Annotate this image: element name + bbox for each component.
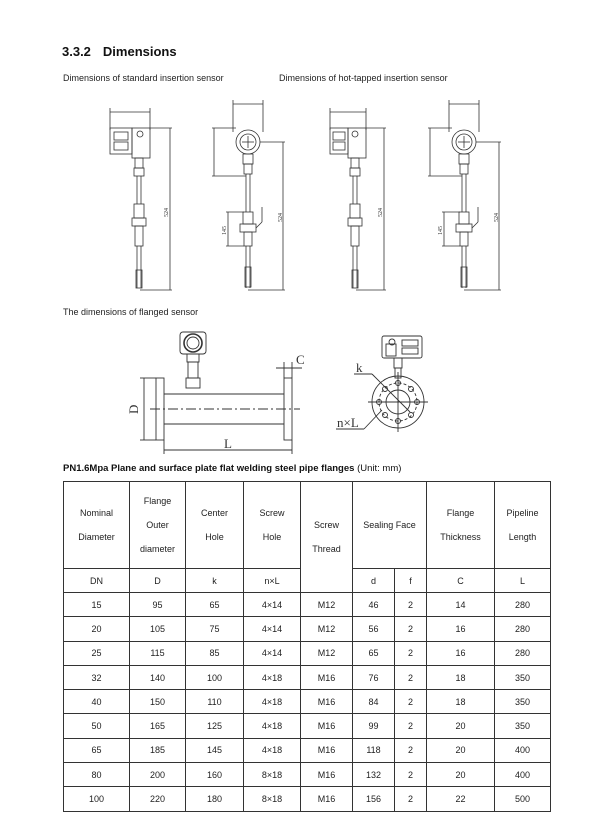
header-center-hole bbox=[186, 482, 244, 569]
symbol-d-seal: d bbox=[353, 569, 395, 593]
cell-pipeline-length: 500 bbox=[495, 787, 551, 811]
table-header-row bbox=[64, 482, 551, 569]
caption-hot-tapped-sensor: Dimensions of hot-tapped insertion sensor bbox=[279, 73, 448, 83]
cell-seal-d: 84 bbox=[353, 690, 395, 714]
flanged-sensor-end-view bbox=[336, 336, 428, 432]
cell-pipeline-length: 400 bbox=[495, 738, 551, 762]
cell-center-hole: 145 bbox=[186, 738, 244, 762]
cell-flange-thickness: 20 bbox=[427, 738, 495, 762]
cell-screw-hole: 4×18 bbox=[244, 690, 301, 714]
cell-flange-outer: 150 bbox=[130, 690, 186, 714]
header-flange-outer-diameter bbox=[130, 482, 186, 569]
dim-total-length-3: 524 bbox=[378, 208, 384, 217]
header-sealing-face: Sealing Face bbox=[353, 482, 427, 569]
header-line: Nominal bbox=[79, 508, 113, 518]
table-row bbox=[64, 714, 551, 738]
cell-dn: 25 bbox=[64, 641, 130, 665]
header-line: Pipeline bbox=[506, 508, 539, 518]
table-row bbox=[64, 641, 551, 665]
dim-center-hole-k: k bbox=[356, 360, 363, 375]
cell-screw-hole: 4×14 bbox=[244, 617, 301, 641]
cell-screw-thread: M12 bbox=[301, 641, 353, 665]
table-row bbox=[64, 665, 551, 689]
section-title: Dimensions bbox=[102, 44, 177, 59]
table-row bbox=[64, 593, 551, 617]
cell-flange-outer: 185 bbox=[130, 738, 186, 762]
cell-screw-hole: 4×14 bbox=[244, 593, 301, 617]
dim-valve-length-2: 145 bbox=[438, 226, 444, 235]
cell-seal-f: 2 bbox=[395, 738, 427, 762]
header-line: Flange bbox=[143, 496, 172, 506]
symbol-l: L bbox=[495, 569, 551, 593]
cell-flange-thickness: 22 bbox=[427, 787, 495, 811]
standard-sensor-front-view bbox=[212, 100, 285, 290]
hot-tapped-sensor-front-view bbox=[428, 100, 501, 290]
header-line: Flange bbox=[446, 508, 475, 518]
symbol-k: k bbox=[186, 569, 244, 593]
cell-seal-d: 76 bbox=[353, 665, 395, 689]
dim-pipeline-L: L bbox=[224, 436, 232, 451]
cell-screw-thread: M16 bbox=[301, 714, 353, 738]
cell-flange-outer: 115 bbox=[130, 641, 186, 665]
cell-screw-thread: M16 bbox=[301, 763, 353, 787]
cell-center-hole: 110 bbox=[186, 690, 244, 714]
cell-seal-f: 2 bbox=[395, 690, 427, 714]
cell-pipeline-length: 350 bbox=[495, 714, 551, 738]
cell-center-hole: 180 bbox=[186, 787, 244, 811]
cell-dn: 80 bbox=[64, 763, 130, 787]
cell-seal-d: 156 bbox=[353, 787, 395, 811]
header-pipeline-length bbox=[495, 482, 551, 569]
cell-center-hole: 160 bbox=[186, 763, 244, 787]
section-number: 3.3.2 bbox=[62, 44, 91, 59]
header-line: Hole bbox=[205, 532, 224, 542]
dim-total-length-2: 524 bbox=[278, 213, 284, 222]
header-screw-hole bbox=[244, 482, 301, 569]
symbol-nxl: n×L bbox=[244, 569, 301, 593]
dim-total-length: 524 bbox=[164, 208, 170, 217]
cell-flange-outer: 165 bbox=[130, 714, 186, 738]
cell-center-hole: 125 bbox=[186, 714, 244, 738]
cell-flange-outer: 95 bbox=[130, 593, 186, 617]
header-line: Screw bbox=[259, 508, 285, 518]
table-row bbox=[64, 787, 551, 811]
table-title: PN1.6Mpa Plane and surface plate flat welding steel pipe flanges bbox=[63, 463, 355, 474]
table-row bbox=[64, 738, 551, 762]
header-line: Hole bbox=[262, 532, 282, 542]
dim-valve-length: 145 bbox=[222, 226, 228, 235]
table-body bbox=[64, 593, 551, 812]
header-line: Center bbox=[200, 508, 228, 518]
cell-flange-thickness: 16 bbox=[427, 617, 495, 641]
caption-standard-sensor: Dimensions of standard insertion sensor bbox=[63, 73, 224, 83]
header-screw-thread bbox=[301, 482, 353, 593]
cell-pipeline-length: 400 bbox=[495, 763, 551, 787]
cell-center-hole: 100 bbox=[186, 665, 244, 689]
cell-seal-d: 118 bbox=[353, 738, 395, 762]
header-line: Screw bbox=[313, 520, 339, 530]
cell-screw-hole: 4×18 bbox=[244, 665, 301, 689]
header-line: Thickness bbox=[440, 532, 481, 542]
dim-total-length-4: 524 bbox=[494, 213, 500, 222]
table-caption bbox=[63, 463, 401, 474]
cell-seal-f: 2 bbox=[395, 593, 427, 617]
cell-screw-thread: M16 bbox=[301, 738, 353, 762]
cell-flange-thickness: 14 bbox=[427, 593, 495, 617]
cell-dn: 50 bbox=[64, 714, 130, 738]
table-unit: (Unit: mm) bbox=[357, 463, 402, 474]
cell-dn: 32 bbox=[64, 665, 130, 689]
cell-flange-outer: 200 bbox=[130, 763, 186, 787]
cell-seal-d: 65 bbox=[353, 641, 395, 665]
cell-screw-hole: 4×14 bbox=[244, 641, 301, 665]
dim-flange-C: C bbox=[296, 352, 305, 367]
cell-dn: 15 bbox=[64, 593, 130, 617]
insertion-sensor-drawings bbox=[90, 92, 540, 292]
table-row bbox=[64, 763, 551, 787]
cell-seal-d: 56 bbox=[353, 617, 395, 641]
flanged-sensor-drawings bbox=[120, 322, 450, 457]
flanged-sensor-side-view bbox=[126, 332, 305, 454]
cell-dn: 40 bbox=[64, 690, 130, 714]
cell-flange-thickness: 18 bbox=[427, 665, 495, 689]
cell-seal-f: 2 bbox=[395, 665, 427, 689]
symbol-dn: DN bbox=[64, 569, 130, 593]
cell-screw-hole: 8×18 bbox=[244, 763, 301, 787]
cell-dn: 100 bbox=[64, 787, 130, 811]
cell-screw-thread: M12 bbox=[301, 593, 353, 617]
cell-dn: 65 bbox=[64, 738, 130, 762]
header-line: Outer bbox=[146, 520, 169, 530]
header-line: Length bbox=[508, 532, 537, 542]
cell-flange-outer: 220 bbox=[130, 787, 186, 811]
cell-seal-f: 2 bbox=[395, 714, 427, 738]
cell-seal-f: 2 bbox=[395, 763, 427, 787]
symbol-f: f bbox=[395, 569, 427, 593]
header-nominal-diameter bbox=[64, 482, 130, 569]
dim-flange-D: D bbox=[126, 404, 141, 414]
cell-center-hole: 65 bbox=[186, 593, 244, 617]
cell-seal-d: 46 bbox=[353, 593, 395, 617]
cell-pipeline-length: 280 bbox=[495, 641, 551, 665]
header-line: Thread bbox=[312, 544, 341, 554]
cell-screw-thread: M16 bbox=[301, 665, 353, 689]
table-row bbox=[64, 617, 551, 641]
cell-seal-f: 2 bbox=[395, 617, 427, 641]
cell-center-hole: 85 bbox=[186, 641, 244, 665]
cell-flange-thickness: 18 bbox=[427, 690, 495, 714]
cell-pipeline-length: 350 bbox=[495, 665, 551, 689]
caption-flanged-sensor: The dimensions of flanged sensor bbox=[63, 307, 199, 317]
cell-flange-outer: 105 bbox=[130, 617, 186, 641]
header-line: Diameter bbox=[78, 532, 115, 542]
cell-flange-thickness: 16 bbox=[427, 641, 495, 665]
cell-pipeline-length: 280 bbox=[495, 593, 551, 617]
cell-screw-hole: 8×18 bbox=[244, 787, 301, 811]
cell-pipeline-length: 350 bbox=[495, 690, 551, 714]
cell-screw-thread: M12 bbox=[301, 617, 353, 641]
hot-tapped-sensor-side-view bbox=[330, 108, 386, 290]
cell-screw-hole: 4×18 bbox=[244, 738, 301, 762]
cell-flange-thickness: 20 bbox=[427, 763, 495, 787]
section-heading bbox=[62, 44, 177, 59]
cell-flange-thickness: 20 bbox=[427, 714, 495, 738]
cell-screw-hole: 4×18 bbox=[244, 714, 301, 738]
flange-dimensions-table bbox=[63, 481, 551, 812]
cell-seal-f: 2 bbox=[395, 641, 427, 665]
standard-sensor-side-view bbox=[110, 108, 172, 290]
cell-seal-d: 99 bbox=[353, 714, 395, 738]
header-line: diameter bbox=[139, 544, 175, 554]
cell-seal-f: 2 bbox=[395, 787, 427, 811]
table-row bbox=[64, 690, 551, 714]
cell-pipeline-length: 280 bbox=[495, 617, 551, 641]
cell-dn: 20 bbox=[64, 617, 130, 641]
cell-flange-outer: 140 bbox=[130, 665, 186, 689]
symbol-c: C bbox=[427, 569, 495, 593]
dim-screw-hole-nxl: n×L bbox=[337, 415, 359, 430]
cell-screw-thread: M16 bbox=[301, 690, 353, 714]
cell-seal-d: 132 bbox=[353, 763, 395, 787]
cell-center-hole: 75 bbox=[186, 617, 244, 641]
cell-screw-thread: M16 bbox=[301, 787, 353, 811]
symbol-d-outer: D bbox=[130, 569, 186, 593]
header-flange-thickness bbox=[427, 482, 495, 569]
